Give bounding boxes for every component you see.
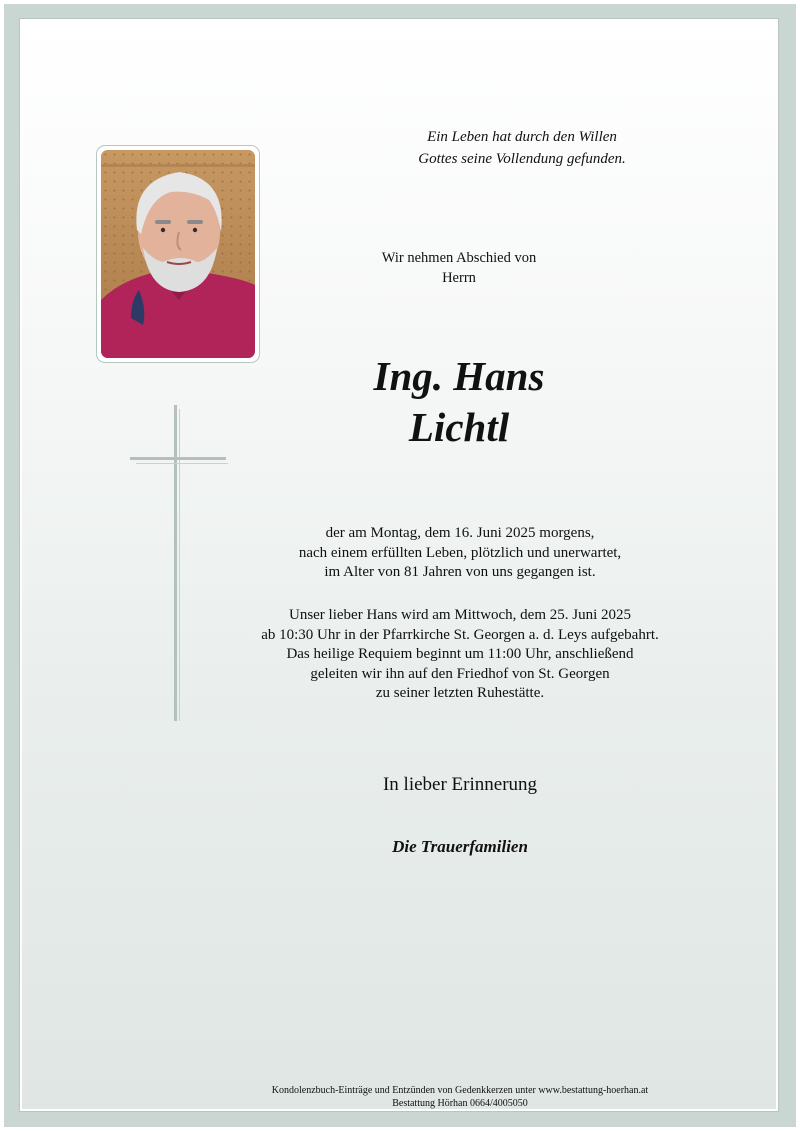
footer-condolence-line: Kondolenzbuch-Einträge und Entzünden von Gedenkkerzen unter www.bestattung-hoerhan.at (271, 1085, 649, 1096)
passing-line-1: der am Montag, dem 16. Juni 2025 morgens, (325, 525, 595, 541)
motto-line-2: Gottes seine Vollendung gefunden. (418, 151, 626, 167)
deceased-name (284, 351, 634, 453)
ceremony-line-2: ab 10:30 Uhr in der Pfarrkirche St. Georgen a. d. Leys aufgebahrt. (261, 626, 659, 643)
cross-icon (130, 405, 228, 723)
ceremony-line-1: Unser lieber Hans wird am Mittwoch, dem 25. Juni 2025 (288, 607, 632, 623)
cross-horizontal-shadow (136, 463, 228, 464)
farewell-intro (344, 248, 574, 288)
passing-line-3: im Alter von 81 Jahren von uns gegangen ist. (324, 564, 596, 580)
passing-line-2: nach einem erfüllten Leben, plötzlich und unerwartet, (298, 544, 622, 561)
passing-notice (222, 524, 698, 583)
farewell-line-1: Wir nehmen Abschied von (381, 250, 537, 266)
portrait-photo (101, 150, 255, 358)
ceremony-line-5: zu seiner letzten Ruhestätte. (375, 685, 545, 701)
motto (382, 126, 662, 170)
memory-line: In lieber Erinnerung (382, 774, 538, 795)
ceremony-notice (222, 606, 698, 704)
portrait-illustration (101, 150, 255, 358)
cross-vertical-shadow (179, 409, 180, 721)
deceased-name-line-2: Lichtl (408, 404, 510, 450)
deceased-name-line-1: Ing. Hans (373, 353, 545, 399)
footer (182, 1084, 738, 1110)
farewell-line-2: Herrn (442, 270, 476, 286)
motto-line-1: Ein Leben hat durch den Willen (427, 129, 617, 145)
ceremony-line-4: geleiten wir ihn auf den Friedhof von St. Georgen (310, 665, 610, 682)
footer-funeral-home: Bestattung Hörhan 0664/4005050 (392, 1098, 528, 1109)
cross-horizontal-bar (130, 457, 226, 460)
portrait-frame (96, 145, 260, 363)
ceremony-line-3: Das heilige Requiem beginnt um 11:00 Uhr, anschließend (286, 646, 634, 662)
obituary-card (20, 19, 778, 1111)
signature: Die Trauerfamilien (392, 837, 528, 856)
cross-vertical-bar (174, 405, 177, 721)
